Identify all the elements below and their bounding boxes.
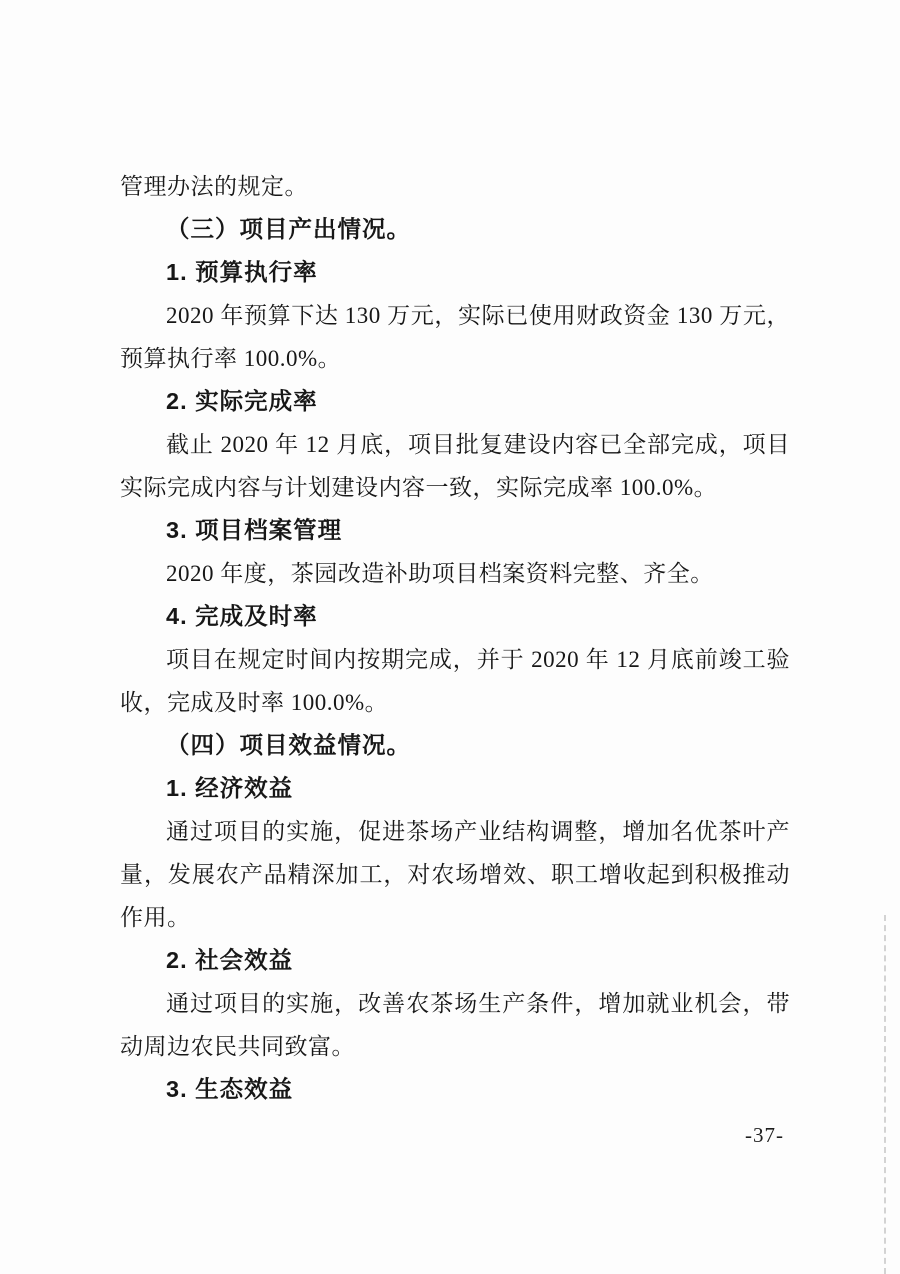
subheading-budget-execution-rate: 1. 预算执行率 (166, 259, 318, 285)
text-line: 实际完成内容与计划建设内容一致，实际完成率 100.0%。 (120, 475, 718, 500)
text-line: 收，完成及时率 100.0%。 (120, 690, 389, 715)
text-line: 管理办法的规定。 (120, 174, 308, 199)
page-number: -37- (745, 1123, 784, 1147)
text-line: 量，发展农产品精深加工，对农场增效、职工增收起到积极推动 (120, 862, 790, 887)
subheading-social-benefit: 2. 社会效益 (166, 947, 294, 973)
subheading-actual-completion-rate: 2. 实际完成率 (166, 388, 318, 414)
subheading-on-time-completion-rate: 4. 完成及时率 (166, 603, 318, 629)
text-line: 通过项目的实施，改善农茶场生产条件，增加就业机会，带 (166, 991, 790, 1016)
scan-artifact-dashed-line (884, 915, 886, 1274)
text-line: 通过项目的实施，促进茶场产业结构调整，增加名优茶叶产 (166, 819, 790, 844)
text-line: 2020 年度，茶园改造补助项目档案资料完整、齐全。 (166, 561, 714, 586)
subheading-economic-benefit: 1. 经济效益 (166, 775, 294, 801)
text-line: 预算执行率 100.0%。 (120, 346, 342, 371)
document-body (120, 165, 790, 1111)
section-heading-4: （四）项目效益情况。 (166, 732, 411, 758)
text-line: 作用。 (120, 905, 191, 930)
text-line: 2020 年预算下达 130 万元，实际已使用财政资金 130 万元， (166, 303, 790, 328)
text-line: 项目在规定时间内按期完成，并于 2020 年 12 月底前竣工验 (166, 647, 790, 672)
text-line: 动周边农民共同致富。 (120, 1034, 355, 1059)
subheading-ecological-benefit: 3. 生态效益 (166, 1076, 294, 1102)
text-line: 截止 2020 年 12 月底，项目批复建设内容已全部完成，项目 (166, 432, 790, 457)
subheading-project-archive-management: 3. 项目档案管理 (166, 517, 343, 543)
section-heading-3: （三）项目产出情况。 (166, 216, 411, 242)
